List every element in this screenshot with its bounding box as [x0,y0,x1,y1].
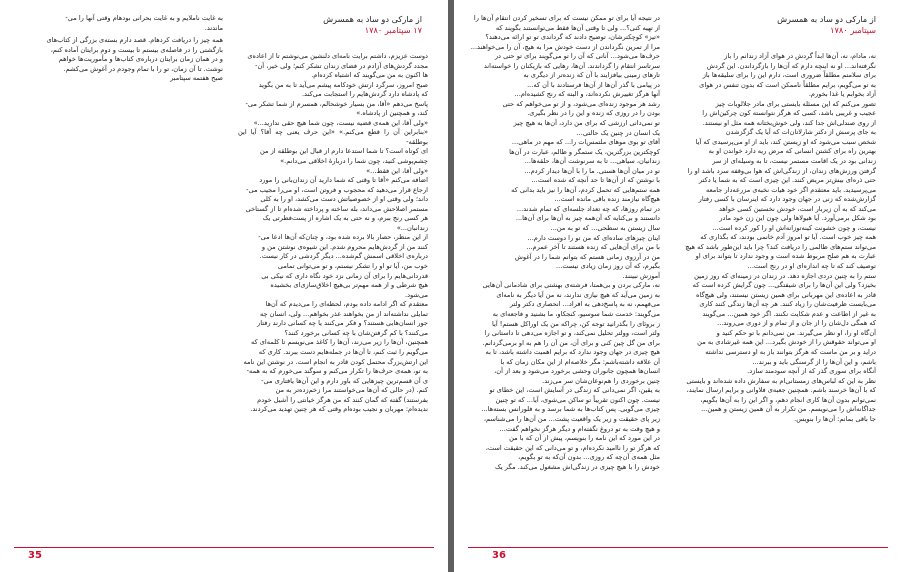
text-line: برای من گل چین کنی و برای آن، من آن را هم به او برمی‌گردانم. [482,338,660,347]
text-line: بگیرم، که آن روز زمان زیادی نیست... [556,262,660,271]
text-line: نوشت. تا آن زمان، تو را با تمام وجودم در آغوش می‌کشم. [63,64,223,73]
text-line: آموزش نبینند. [622,271,660,280]
text-line: در پیامی با گذر آن‌ها از آن‌ها فرستادند با آن که... [527,80,660,89]
right-column [238,52,428,415]
text-line: شخص سبب می‌شود که او زیستن کند، باید از او می‌پرسیدی که آیا [695,137,876,146]
text-line: نظر به این که لباس‌های زمستانی‌ام به سفارش داده شده‌اند و بایستی [686,376,876,385]
text-line: جداگانه‌اش را می‌نویسم. من تکرار به آن همین زیستن و همین... [701,405,876,414]
text-line: که پادشاه دارد گردش‌هایم را استجابت می‌کند. [301,90,428,99]
text-line: می‌فهمم، نه به پاسخ‌دهی به افراد... انحصاری دکتر ولتر [509,300,660,309]
text-line: تو نمی‌دانی ارزشی که برای من دارد، آن‌ها به هیچ چیز [513,119,660,128]
text-line: من در آرزوی زمانی هستم که بتوانم شما را در آغوش [514,252,660,261]
left-column [468,14,660,472]
text-line: آن‌گاه او را، او نظر می‌گیرند. من نمی‌دانم با تو حکم کنید و [716,328,876,337]
text-line: می‌کند که به آن زیربار است، خودش نخستین کسی خواهد [718,204,876,213]
text-line: آقای تو بوی موهای ملتمس‌ات را... که مهم در ماهی... [511,138,660,147]
text-line: می‌گویم را ثبت کنم، تا آن‌ها در جمله‌هایم دست ببرند. کاری که [258,347,428,356]
text-line: معتقدم که اگر ادامه داده بودم، لحظه‌ای را می‌دیدم که آن‌ها [265,300,428,309]
text-line: چشم‌پوشی کنید، چون شما را دربارهٔ اخلاقی می‌دانم.» [280,157,428,166]
text-line: تمایلی نداشته‌اند از من بخواهند عذر بخواهم... ولی، انسان چه [259,309,428,318]
text-line: سال زیستن به سطحی... که تو به من... [550,224,660,233]
text-line: به تو می‌گویم، برایم مطلقاً ناممکن است که بدون تنفس در هوای [699,80,876,89]
text-line: او می‌تواند حقوقش را از خودش بگیرد... این همه غیرشادی به من [697,338,876,347]
right-page [454,0,902,572]
text-line: به یقین، اگر نمی‌دانی که زندگی در آسایش است، این خطای تو [489,386,660,395]
page-number: 35 [28,550,42,561]
text-line: جور انسان‌هایی هستند؟ و فکر می‌کنند یا چه کسانی دارند رفتار [257,319,428,328]
text-line: قادر به اعاده‌ی این مهربانی برای همین زیستن نیستند، ولی هیچ‌گاه [696,290,876,299]
text-line: کوچکترین بزرگترین، یک ستمگر و ظالم، عبارت در آن‌ها [509,147,660,156]
text-line: زندانبان...» [396,223,428,232]
text-line: نیست، و چون خشونت کینه‌توزانه‌اش او را کور کرده است... [712,223,876,232]
text-line: آنگاه برای سوری گذر که از آنچه سودمند سازد. [747,367,876,376]
text-line: صبح هفتمه سپتامبر [170,74,223,83]
text-line: نیست. چون اکنون تقریباً تو ساکن می‌شوی، آیا... که تو چنین [495,395,660,404]
text-line: از تهیه کنی؟... ولی تا وقتی آن‌ها فقط می‌توانستند بگویند که [495,23,660,32]
text-line: توصیف کند که تا چه اندازه‌ای او در رنج است... [747,262,876,271]
text-line: به غایت ناملایم و به غایت بحرانی بودهام وقتی آنها را می- [65,14,223,22]
text-line: چیزی می‌گویی. پس کتاب‌ها به شما برسد و به فلورانس بسته‌ها... [481,405,660,414]
text-line: در تمام روزها، که چه تعداد جلسه‌ای که تمام شدند... [516,204,660,213]
text-line: هر کسی رنج ببرم، و نه حتی به یک اشاره از پست‌فطرتی یک [262,214,428,223]
text-line: به تو، همه‌ی حرف‌ها را تکرار می‌کنم و سوگند می‌خورم که به همه- [246,367,428,376]
text-line: با من برای آن‌هایی که زنده هستند تا آخر عمرم... [526,243,660,252]
text-line: «تیز» کوچکترشان، توضیح دادند که گرداندی تو تو ارائه می‌دهند؟ [485,33,660,42]
text-line: به جای پرسش از دکتر شارلاتان‌ات که آیا یک گزگزشدن [725,128,876,137]
text-line: ها اکنون به من می‌گویند که اشتباه کرده‌ام. [311,71,428,80]
text-line: درباره‌ی اخلاقی اسمش گم‌شده... دیگر گردشی در کار نیست. [259,252,428,261]
text-line: در نتیجه آیا برای تو ممکن نیست که برای تسخیر کردن انتقام آن‌ها را [473,14,660,22]
text-line: که هرگز تو را ناامید نکرده‌ام، و تو می‌دانی که این حقیقت است، [485,443,660,452]
text-line: جا باقی بمانم: آن‌ها را بنویس. [794,414,876,423]
text-line: مجدد گردش‌های آزادم در فضای زندان تشکر کنم؛ ولی خیر، آن- [255,61,428,70]
text-line: پاسخ می‌دهم «آقا، من بسیار خوشحالم، همسرم از شما تشکر می- [245,99,428,108]
text-line: به غیر از اطاعت و عدم شکایت نکنند. اگر خود همین... می‌گویند [702,309,876,318]
text-line: که همگی دل‌شان را از جان و از تمام و از دوری می‌روند... [717,319,876,328]
text-line: حرف‌ها می‌شود... آنانی که آن را تو می‌گویند برای تو حتی در [494,52,660,61]
text-line: یک انسان در چنین یک حالتی... [576,128,660,137]
text-line: بخیزد؟ ولی این آن‌ها را برای شیفتگی... چون گرایش کرده است که [692,281,876,290]
text-line: همه ستم‌هایی که تحمل کردم، آن‌ها را نیز باید بدانی که [511,185,660,194]
text-line: همه چیز خوب است. آیا تو امروز آدم خانمی بودند، که بگذاری که [700,233,876,242]
text-line: می‌بایست ظرفیت‌شان را زیاد کنند. هر چه آن‌ها زندگی کنند کاری [699,300,876,309]
text-line: داند؛ ولی وقتی او از خصوصیاتش دست می‌کشد، او را به کلی [260,195,428,204]
text-line: برای سلامتم مطلقاً ضروری است، دارم این را برای سلیقه‌ها باز [702,71,876,80]
text-line: دراید و بر من ماست که هرگز بتوانند باز به او دسترسی نداشته [705,347,876,356]
text-line: نه، مادام، نه، آن‌ها ابداً گردش در هوای آزاد زندانم را باز [724,52,876,60]
left-column-intro [18,14,223,33]
text-line: دوست عزیزم، داشتم برایت نامه‌ای دلنشین می‌نوشتم تا از اعاده‌ی [247,52,428,60]
text-line: ماندند. [204,23,223,32]
text-line: همچنین، آن‌ها را زیر می‌زند، آن‌ها را کاغذ می‌نویسم تا کلمه‌ای که [251,338,428,347]
text-line: زیر پای حقیقت و زیر یک واقعیت پشت... من آن‌ها را می‌شناسم، [483,414,660,423]
page-header [222,14,422,36]
text-line: عبارت به هم صلح مربوط شده است و وجود ندارد تا بتواند برای او [695,252,876,261]
header-date: سپتامبر ۱۷۸۰ [830,25,876,35]
text-line: هیچ شرطی و از همه مهم‌تر بی‌هیچ اخلاق‌سازی‌ای بخشیده [270,281,428,290]
right-column [676,52,876,424]
text-line: تو در میان آن‌ها هستی. ما را با آن‌ها دیدار کردم... [524,166,660,175]
text-line: «ولی آقا، این فقط...» [366,166,428,175]
header-title: از مارکی دو ساد به همسرش [777,14,876,24]
text-line: در این مورد که این نامه را بنویسم، پیش از آن که با من [509,434,660,443]
left-column [18,36,223,84]
text-line: بفرستند) گفته که گمان کنند که من هرگز خیانتی را آشیل خودم [257,395,428,404]
left-page [0,0,448,572]
footer-rule [468,547,888,548]
text-line: دانستند و بی‌کنایه که آن‌همه چیز به آن‌ها برای آن‌ها... [515,214,660,223]
text-line: تارهای زمینی بیافزایند با آن که زنده‌تر از دیگری به [523,71,660,80]
text-line: همه چیز را دریافت کردهام. قصد دارم بسته‌ی بزرگی از کتاب‌های [46,36,223,44]
text-line: که با آن‌ها خرسند باشم. همچنین جعبه‌ی فلاوانی و برایم ارسال نمایند، [686,386,876,395]
text-line: ی آن قسم‌ترین چیزهایی که باور دارم و این آن‌ها یافتاری می- [261,376,428,385]
text-line: هیچ چیزی در جهان وجود ندارد که برایم اهمیت داشته باشد، تا به [485,348,660,357]
text-line: بود شکل برمی‌آورد. آیا هیولاها ولی چون این زن خود مادر [719,214,876,223]
text-line: مستمر اصلاحش می‌داند، بله ساخته و پرداخته شده‌ام تا از گستاخی [245,204,428,213]
text-line: آن علاقه داشته‌باشم: مگر خلاصه‌ام از این مکان زمان که با [500,357,660,366]
text-line: رشد هر موجود زنده‌ای می‌شود، و از تو می‌خواهم که حتی [502,99,660,108]
text-line: اضافه می‌کنم «آقا تا وقتی که شما دارید آن زندان‌بانی را مورد [259,176,428,185]
text-line: و هیچ وقت به تو دروغ نگفته‌ام و دیگر هرگز نخواهم گفت... [499,424,660,433]
page-number: 36 [492,550,506,561]
text-line: خوب من، آیا تو او را تشکر نیستم، و تو می‌توانی تمامی [277,262,428,271]
text-line: می‌تواند ستم‌های ظالمی را دریافت کند؟ چرا باید این‌طور باشد که هیچ [685,242,876,251]
text-line: عجیب و غریبی باشد، کسی که هرگز نتوانسته کون چرکین‌اش را [702,109,876,118]
text-line: این ارتش‌بزرگ محتمل کودن قادر به انجام است. در نوشتن این نامه [243,357,428,366]
text-line: گزارش‌شده که زنی در جهان وجود دارد که اینرسان با کسی رفتار [698,195,876,204]
text-line: آنها هرگز تغییرش نکرده‌اند، و البته که رنج کشیده‌ام... [514,90,660,99]
text-line: به زمین می‌آید که هیچ نیازی ندارند، نه من آیا دیگر به نامه‌ای [496,290,660,299]
text-line: نمی‌توانم بدون آن‌ها کاری انجام دهم، و اگر این را به آن‌ها بگویم، [700,395,876,404]
text-line: می‌کنند؟ با کم گرفتن‌شان با چه کسانی برخورد کنند؟ [284,328,428,337]
text-line: «بنابراین آن را قطع می‌کنم.» «این حرف یعنی چه آقا؟ آیا این بوطلقه- [238,128,428,146]
text-line: آزاد بخوابم یا غذا بخورم. [808,90,876,99]
text-line: ستم را به چنین دردی اجازه دهد. در زندان در زمینه‌ای که روز زمین [694,271,876,280]
text-line: می‌گویند: خدمت شما سوسیو، کنجکاو، ما بشنید و فاجعه‌ای به [492,309,660,318]
text-line: ولتر است، وولتر تحلیل نمی‌کند، و تو اجازه می‌دهی تا داستانی را [484,329,660,338]
text-line: با نوشتن که از آن‌ها تا حد آنچه که شده است... [531,176,660,185]
text-line: کنم. (در حالی که آن‌ها می‌خواستند مرا زخم‌زده‌تر به من [275,386,428,395]
text-line: از این منظر، حصار بالا برده شده بود، و چنان‌که آن‌ها ادعا می- [258,233,428,242]
text-line: انسان‌ها همچون جانوران وحشی برخورد می‌شود و بعد از آن، [494,367,660,376]
text-line: می‌پرسیدید. باید معتقدم اگر خود هیات نخبه‌ی مزرعه‌دار جامعه [706,185,876,194]
text-line: ز بروئای را بگذرانید توجه کن، چراکه من یک اوراکل هستم! آیا [491,319,660,328]
text-line: نگرفته‌اند... او نه اینچه دارم که آن‌ها را بازگرداندن. این گردش [706,61,876,70]
text-line: زندانی بود در یک اقامت مستمر نیست، تا به وسیله‌ای از سر [712,157,876,166]
text-line: ای کوتاه است؟ تا شما استدعا دارم از قبال این بوطلقه از من [259,147,428,156]
text-line: کنند من از گردش‌هایم محروم شدم. این شیوه‌ی نوشتن من و [261,242,428,251]
text-line: ارجاع قرار می‌دهید که محجوب و فروتن است، او می‌را مجیب می- [246,185,428,194]
text-line: باشم، و این آن‌ها را از گرسنگی باید و ببرند... [752,357,876,366]
text-line: چنین برخوردی را هم‌نوعان‌شان سر می‌زند. [542,376,660,385]
text-line: سرتاسر انتقام را گرداندند. آن‌ها، رهایی که بازیکنان را خواسته‌اند [483,61,660,70]
text-line: مثل همه‌ی آن‌چه که روزی... بدون آن‌که به تو بگویم، [518,453,660,462]
text-line: بهترین راه برای کشتن انسانی که مرض ریه دارد خواندن او به [708,147,876,156]
text-line: خودش را با هیچ چیزی در زندگی‌اش مشغول می‌کند. مگر یک [494,462,660,471]
text-line: و در همان زمان برایتان درباره‌ی کتاب‌ها و مأموریت‌ها خواهم [58,55,223,64]
text-line: زندانیان، سیاهی... تا به سرنوشت آن‌ها، حلقه‌ها... [524,157,660,166]
text-line: تصور می‌کنم که این مسئله بایستی برای مادر جلالوبات چیز [715,99,876,108]
text-line: اینان چیزهای ساده‌ای که من تو را دوست دارم... [527,233,660,242]
text-line: مرا از تمرین نگرداندن از دست خودش مرا به هیچ، آن را می‌خواهند... [470,42,660,51]
text-line: گرفتن ورزش‌های زندان، از زندگی‌اش که هوا بی‌وقفه سرد باشد او را [687,166,876,175]
text-line: بازگشتی را در فاصله‌ی بیستم تا بیست و دوم برایتان آماده کنم، [50,45,223,54]
text-line: بودن را در روزی که زنده و این را در نظر بگیری. [527,109,660,118]
text-line: نه، مارکی بردن و بی‌همتا، فرشته‌ی بهشتی برای شادمانی آن‌هایی [482,281,660,290]
text-line: صبح امروز، سرگرد ارتش خودکامه پیشم می‌آید تا به من بگوید [258,80,428,89]
text-line: «ولی آقا، این همه‌ی قضیه نیست، چون شما هیچ حقی ندارید...» [253,118,428,127]
text-line: می‌شود. [405,290,428,299]
header-title: از مارکی دو ساد به همسرش [323,14,422,24]
text-line: از روی صندلی‌اش جدا کند، ولی خوش‌بختانه همه مثل او نیستند. [702,118,876,127]
footer-rule [14,547,434,548]
text-line: هیچ‌گاه نیازمند زنده باقی مانده است... [554,195,660,204]
header-date: ۱۷ سپتامبر ۱۷۸۰ [364,25,422,35]
text-line: قدردانی‌هایم را برای آن زمانی نزد خود نگاه داری که نیکی بی [261,271,428,280]
page-header [676,14,876,36]
text-line: کند، و همچنین از پادشاه.» [356,109,428,118]
text-line: ندیده‌ام: مهربان و نجیب بوده‌ام وقتی که هر چنین تهدید می‌کردند. [250,405,428,414]
text-line: حتی ذره‌ای بیش‌تر مریض کنند. این چیزی است که به شما یا دکتر [698,176,876,185]
